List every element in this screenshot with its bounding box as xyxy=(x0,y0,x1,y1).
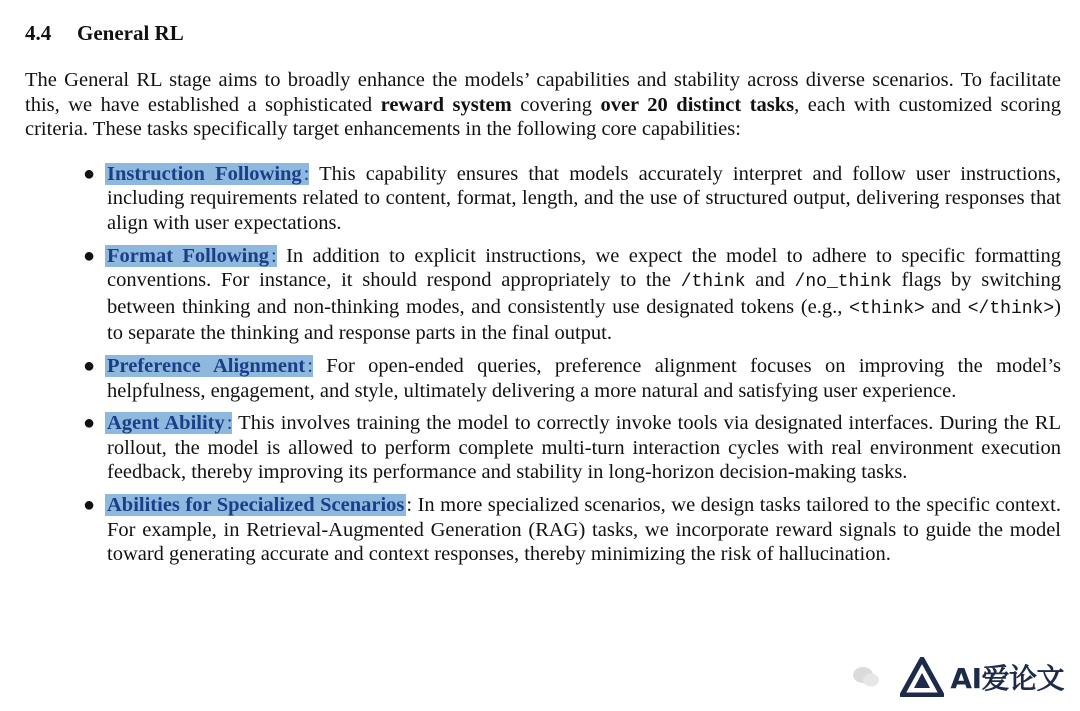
intro-bold-tasks: over 20 distinct tasks xyxy=(600,93,795,116)
code-no-think-flag: /no_think xyxy=(794,272,892,293)
list-item xyxy=(25,493,1061,567)
paper-page xyxy=(25,18,1061,575)
item-text: and xyxy=(924,295,968,318)
term-colon: : xyxy=(226,412,233,435)
term-preference-alignment: Preference Alignment xyxy=(107,354,306,377)
item-text: flags by switching between thinking and non-thinking modes, and consistently use designated tokens (e.g., xyxy=(107,269,1061,318)
intro-text-1: The General RL stage aims to broadly enhance the models’ capabilities and stability across diverse scenarios. To facilitate this, we have established a sophisticated xyxy=(25,69,1061,116)
item-text: This involves training the model to correctly invoke tools via designated interfaces. During the RL rollout, the model is allowed to perform complete multi-turn interaction cycles with real environment execution feedback, thereby improving its performance and stability in long-horizon decision-making tasks. xyxy=(107,412,1061,484)
intro-paragraph xyxy=(25,68,1061,142)
bullet-icon: ● xyxy=(83,162,96,185)
code-think-close-tag: </think> xyxy=(967,298,1055,319)
bullet-icon: ● xyxy=(83,493,96,516)
wechat-icon xyxy=(852,665,880,689)
item-text: In addition to explicit instructions, we expect the model to adhere to specific formatting conventions. For instance, it should respond appropriately to the xyxy=(107,244,1062,292)
term-instruction-following: Instruction Following xyxy=(107,162,302,185)
list-item xyxy=(25,411,1061,485)
intro-text-3: , each with customized scoring criteria. These tasks specifically target enhancements in the following core capabilities: xyxy=(25,93,1062,141)
section-number: 4.4 xyxy=(25,21,52,45)
watermark-text: AI爱论文 xyxy=(950,662,1064,695)
capability-list xyxy=(25,162,1061,567)
item-text: and xyxy=(745,269,795,292)
code-think-open-tag: <think> xyxy=(849,298,925,319)
list-item xyxy=(25,162,1061,236)
item-text: In more specialized scenarios, we design tasks tailored to the specific context. For example, in Retrieval-Augmented Generation (RAG) tasks, we incorporate reward signals to guide the model toward generating accurate and context responses, thereby minimizing the risk of hallucination. xyxy=(107,493,1061,566)
section-heading xyxy=(25,18,1061,48)
term-colon: : xyxy=(303,162,310,185)
item-text: ) to separate the thinking and response parts in the final output. xyxy=(107,295,1061,345)
code-think-flag: /think xyxy=(680,272,746,293)
intro-text-2: covering xyxy=(511,93,601,116)
bullet-icon: ● xyxy=(83,354,96,377)
term-specialized-scenarios: Abilities for Specialized Scenarios xyxy=(107,493,405,516)
item-text: For open-ended queries, preference alignment focuses on improving the model’s helpfulness, engagement, and style, ultimately delivering a more natural and satisfying user experience. xyxy=(107,354,1062,402)
bullet-icon: ● xyxy=(83,412,96,435)
list-item xyxy=(25,244,1061,346)
term-format-following: Format Following xyxy=(107,244,269,267)
term-colon: : xyxy=(406,493,413,516)
watermark xyxy=(900,657,1064,697)
item-text: This capability ensures that models accurately interpret and follow user instructions, including requirements related to content, format, length, and the use of structured output, delivering responses that align with user expectations. xyxy=(107,162,1061,234)
section-title: General RL xyxy=(77,21,184,45)
list-item xyxy=(25,354,1061,403)
a-logo-icon xyxy=(900,657,944,697)
term-agent-ability: Agent Ability xyxy=(107,412,225,435)
bullet-icon: ● xyxy=(83,244,96,267)
intro-bold-reward-system: reward system xyxy=(380,93,512,116)
term-colon: : xyxy=(270,244,277,267)
term-colon: : xyxy=(307,354,313,377)
